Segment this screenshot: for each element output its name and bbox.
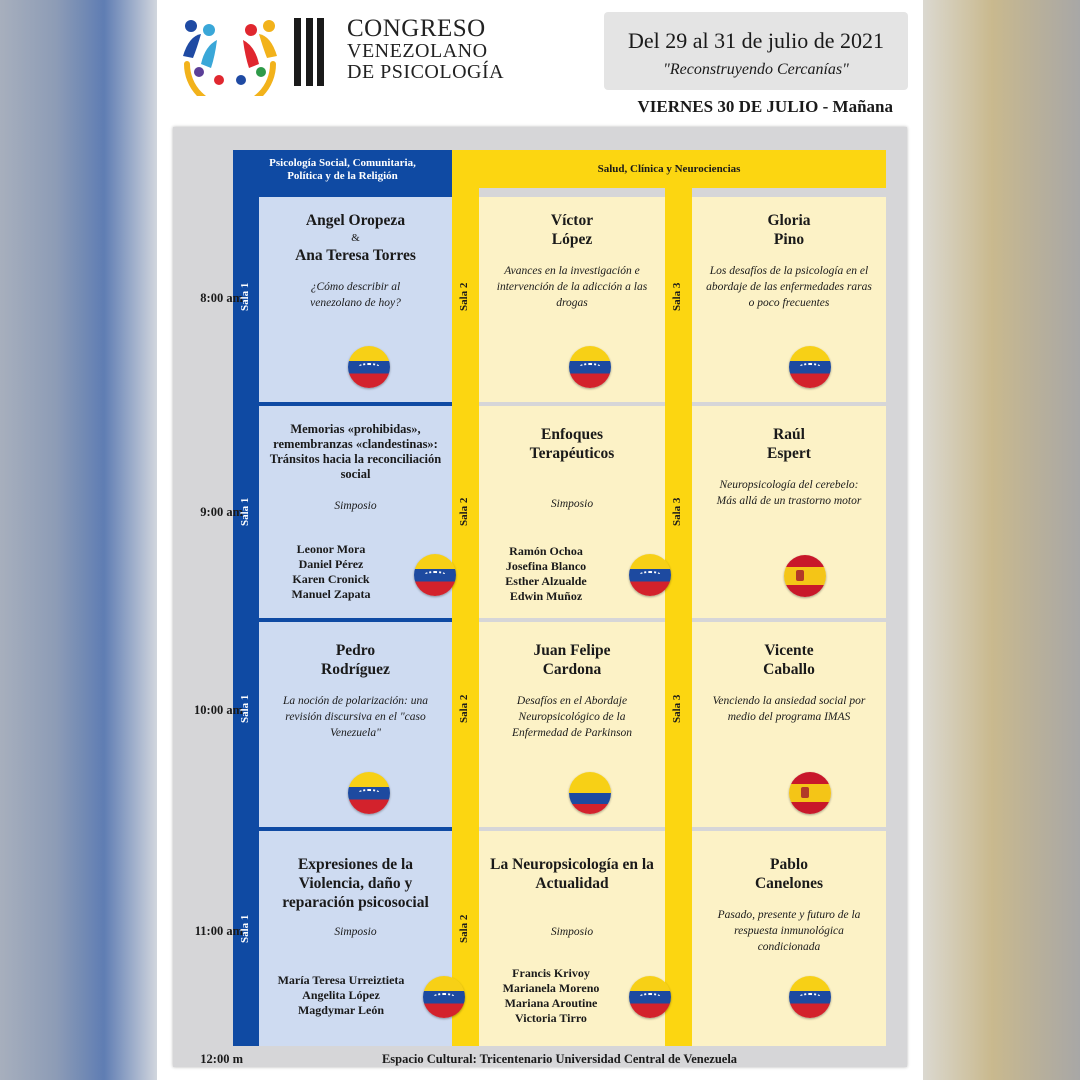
sala-label: Sala 1 [239,694,251,724]
participants-b1 [281,542,381,602]
talk-title: La noción de polarización: una revisión discursiva en el "caso Venezuela" [282,695,429,739]
venezuela-flag-icon [348,346,390,388]
symposium-title: Expresiones de la Violencia, daño y reparación psicosocial [282,856,429,911]
speaker-name: Ana Teresa Torres [295,247,416,264]
session-c2 [479,641,665,741]
track-left-header [233,157,452,183]
venezuela-flag-icon [789,976,831,1018]
participant: Francis Krivoy [512,966,590,980]
session-d3 [692,855,886,955]
speaker-name: Víctor López [550,212,594,248]
participant: Esther Alzualde [505,574,587,588]
session-b1 [259,422,452,512]
talk-title: Avances en la investigación e intervención de la adicción a las drogas [496,265,648,309]
time-10am: 10:00 am [194,703,243,717]
roman-numeral-three [294,18,324,86]
symposium-title: Memorias «prohibidas», remembranzas «clandestinas»: Tránsitos hacia la reconciliación social [269,422,442,481]
session-a3 [692,211,886,311]
participant: María Teresa Urreiztieta [277,973,405,987]
sala-label: Sala 3 [671,497,683,527]
speaker-name: Angel Oropeza [305,212,406,229]
session-type: Simposio [550,926,594,938]
track-left-line-2: Política y de la Religión [287,170,398,182]
session-d2 [479,855,665,938]
sala-label: Sala 2 [458,914,470,944]
talk-title: Desafíos en el Abordaje Neuropsicológico de la Enfermedad de Parkinson [511,695,633,739]
spain-flag-icon [784,555,826,597]
venezuela-flag-icon [569,346,611,388]
congress-line-3: DE PSICOLOGÍA [347,61,505,83]
date-box [604,12,908,90]
talk-title: Venciendo la ansiedad social por medio del programa IMAS [712,695,866,723]
time-12m: 12:00 m [200,1052,243,1066]
spain-flag-icon [789,772,831,814]
time-8am: 8:00 am [200,291,243,305]
speaker-name: Juan Felipe Cardona [533,642,611,678]
schedule-grid [173,127,907,1067]
participant: Angelita López [302,988,380,1002]
sala-label: Sala 3 [671,282,683,312]
participant: Daniel Pérez [298,557,364,571]
session-b2 [479,425,665,510]
colombia-flag-icon [569,772,611,814]
time-9am: 9:00 am [200,505,243,519]
participant: Marianela Moreno [502,981,600,995]
venezuela-flag-icon [789,346,831,388]
congress-motto: "Reconstruyendo Cercanías" [663,61,849,78]
schedule-day: VIERNES 30 DE JULIO - Mañana [637,97,893,116]
ampersand: & [351,232,360,244]
sala-label: Sala 1 [239,914,251,944]
congress-line-1: CONGRESO [347,15,486,42]
talk-title: Pasado, presente y futuro de la respuesta inmunológica condicionada [717,909,861,953]
participant: Magdymar León [297,1003,385,1017]
participants-b2 [496,544,596,604]
speaker-name: Raúl Espert [767,426,811,462]
time-11am: 11:00 am [194,924,243,938]
session-type: Simposio [550,498,594,510]
session-a1 [259,211,452,311]
participants-d1 [271,973,411,1018]
sala-label: Sala 2 [458,282,470,312]
sala-label: Sala 3 [671,694,683,724]
speaker-name: Gloria Pino [767,212,811,248]
background-left [0,0,160,1080]
speaker-name: Pedro Rodríguez [321,642,390,678]
congress-line-2: VENEZOLANO [347,40,488,62]
venezuela-flag-icon [629,976,671,1018]
session-c1 [259,641,452,741]
session-c3 [692,641,886,725]
participant: Karen Cronick [292,572,370,586]
congress-logo-icon [179,16,281,96]
participant: Mariana Aroutine [504,996,598,1010]
congress-dates: Del 29 al 31 de julio de 2021 [627,28,884,53]
congress-title [347,16,504,83]
participant: Manuel Zapata [291,587,371,601]
participants-d2 [496,966,606,1026]
session-type: Simposio [334,500,377,512]
speaker-name: Pablo Canelones [754,856,824,892]
sala-label: Sala 1 [239,282,251,312]
symposium-title: La Neuropsicología en la Actualidad [490,856,654,892]
track-right-header: Salud, Clínica y Neurociencias [597,163,741,175]
poster [157,0,923,1080]
participant: Edwin Muñoz [509,589,583,603]
background-right [920,0,1080,1080]
venue-footer: Espacio Cultural: Tricentenario Universidad Central de Venezuela [381,1052,738,1066]
sala-label: Sala 2 [458,497,470,527]
talk-title: ¿Cómo describir al venezolano de hoy? [310,281,401,309]
speaker-name: Vicente Caballo [763,642,815,678]
session-type: Simposio [334,926,377,938]
venezuela-flag-icon [348,772,390,814]
participant: Leonor Mora [296,542,366,556]
session-a2 [479,211,665,311]
session-b3 [692,425,886,509]
symposium-title: Enfoques Terapéuticos [529,426,615,462]
track-left-line-1: Psicología Social, Comunitaria, [269,157,416,169]
participant: Ramón Ochoa [509,544,583,558]
participant: Victoria Tirro [515,1011,587,1025]
venezuela-flag-icon [629,554,671,596]
participant: Josefina Blanco [505,559,587,573]
venezuela-flag-icon [423,976,465,1018]
talk-title: Los desafíos de la psicología en el abordaje de las enfermedades raras o poco frecuentes [706,265,872,309]
sala-label: Sala 1 [239,497,251,527]
sala-label: Sala 2 [458,694,470,724]
talk-title: Neuropsicología del cerebelo: Más allá de un trastorno motor [716,479,862,507]
session-d1 [259,855,452,938]
venezuela-flag-icon [414,554,456,596]
